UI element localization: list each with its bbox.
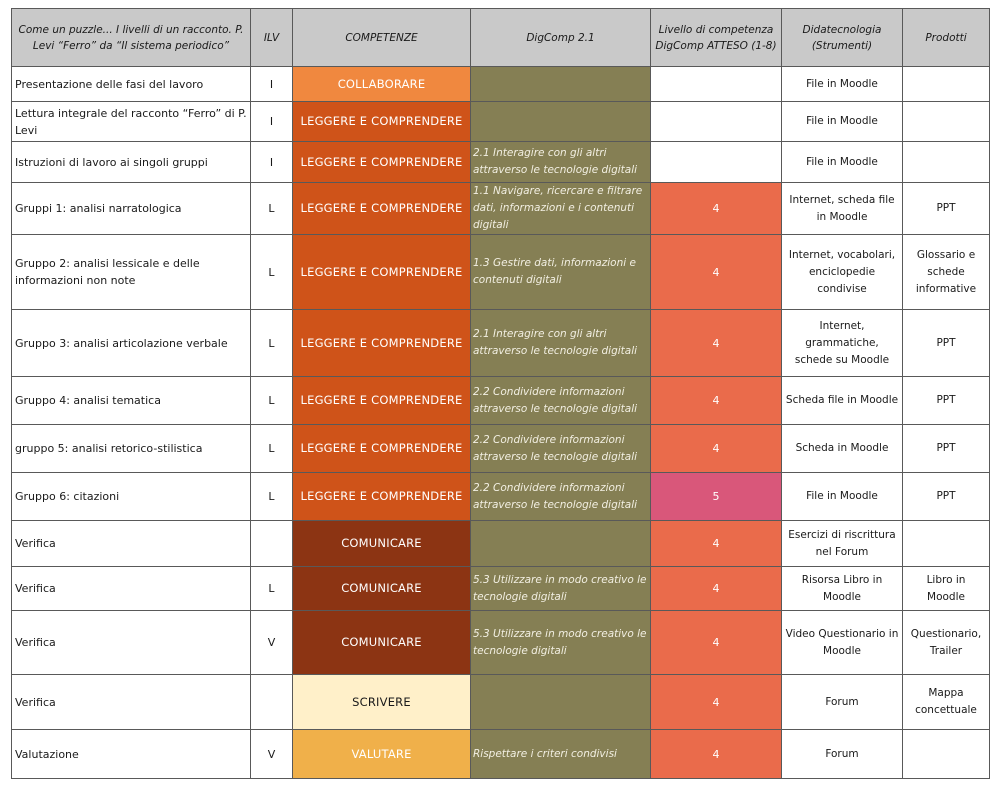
activity-cell: Verifica <box>12 567 251 611</box>
table-row <box>12 67 990 102</box>
digcomp-cell: 2.1 Interagire con gli altri attraverso le tecnologie digitali <box>471 142 651 183</box>
activity-cell: gruppo 5: analisi retorico-stilistica <box>12 425 251 473</box>
tool-cell: Forum <box>782 675 903 730</box>
level-cell: 4 <box>651 730 782 779</box>
ilv-cell: V <box>251 611 293 675</box>
competence-cell: SCRIVERE <box>293 675 471 730</box>
competence-cell: LEGGERE E COMPRENDERE <box>293 425 471 473</box>
digcomp-cell: Rispettare i criteri condivisi <box>471 730 651 779</box>
digcomp-cell <box>471 521 651 567</box>
digcomp-cell: 2.2 Condividere informazioni attraverso le tecnologie digitali <box>471 473 651 521</box>
digcomp-cell: 5.3 Utilizzare in modo creativo le tecnologie digitali <box>471 611 651 675</box>
tool-cell: File in Moodle <box>782 473 903 521</box>
table-row <box>12 567 990 611</box>
header-row <box>12 9 990 67</box>
ilv-cell: L <box>251 377 293 425</box>
table-row <box>12 377 990 425</box>
competence-cell: LEGGERE E COMPRENDERE <box>293 235 471 310</box>
tool-cell: File in Moodle <box>782 67 903 102</box>
header-didatecnologia: Didatecnologia (Strumenti) <box>782 9 903 67</box>
digcomp-cell: 2.1 Interagire con gli altri attraverso le tecnologie digitali <box>471 310 651 377</box>
header-prodotti: Prodotti <box>903 9 990 67</box>
header-competenze: COMPETENZE <box>293 9 471 67</box>
table-row <box>12 473 990 521</box>
ilv-cell <box>251 675 293 730</box>
digcomp-cell <box>471 675 651 730</box>
table-row <box>12 611 990 675</box>
header-description: Come un puzzle... I livelli di un racconto. P. Levi “Ferro” da “Il sistema periodico” <box>12 9 251 67</box>
activity-cell: Lettura integrale del racconto “Ferro” di P. Levi <box>12 102 251 142</box>
ilv-cell: V <box>251 730 293 779</box>
level-cell: 4 <box>651 425 782 473</box>
activity-cell: Gruppi 1: analisi narratologica <box>12 183 251 235</box>
ilv-cell: I <box>251 102 293 142</box>
level-cell: 4 <box>651 310 782 377</box>
table-row <box>12 310 990 377</box>
table-row <box>12 183 990 235</box>
competence-cell: LEGGERE E COMPRENDERE <box>293 377 471 425</box>
product-cell <box>903 67 990 102</box>
ilv-cell: L <box>251 183 293 235</box>
activity-cell: Presentazione delle fasi del lavoro <box>12 67 251 102</box>
tool-cell: Internet, scheda file in Moodle <box>782 183 903 235</box>
competence-cell: VALUTARE <box>293 730 471 779</box>
ilv-cell: L <box>251 310 293 377</box>
level-cell: 4 <box>651 567 782 611</box>
product-cell: PPT <box>903 377 990 425</box>
ilv-cell: I <box>251 67 293 102</box>
digcomp-cell: 1.3 Gestire dati, informazioni e contenuti digitali <box>471 235 651 310</box>
activity-cell: Gruppo 6: citazioni <box>12 473 251 521</box>
competence-cell: LEGGERE E COMPRENDERE <box>293 102 471 142</box>
activity-cell: Gruppo 4: analisi tematica <box>12 377 251 425</box>
table-row <box>12 425 990 473</box>
product-cell <box>903 142 990 183</box>
competence-cell: LEGGERE E COMPRENDERE <box>293 183 471 235</box>
tool-cell: Forum <box>782 730 903 779</box>
tool-cell: File in Moodle <box>782 102 903 142</box>
header-digcomp: DigComp 2.1 <box>471 9 651 67</box>
product-cell: Glossario e schede informative <box>903 235 990 310</box>
level-cell: 4 <box>651 377 782 425</box>
level-cell: 4 <box>651 235 782 310</box>
competence-cell: COMUNICARE <box>293 611 471 675</box>
level-cell <box>651 102 782 142</box>
activity-cell: Gruppo 2: analisi lessicale e delle informazioni non note <box>12 235 251 310</box>
table-row <box>12 102 990 142</box>
level-cell: 4 <box>651 183 782 235</box>
ilv-cell: L <box>251 473 293 521</box>
level-cell: 4 <box>651 521 782 567</box>
activity-cell: Verifica <box>12 611 251 675</box>
level-cell <box>651 67 782 102</box>
product-cell <box>903 521 990 567</box>
digcomp-cell <box>471 67 651 102</box>
product-cell: Libro in Moodle <box>903 567 990 611</box>
competence-cell: COMUNICARE <box>293 567 471 611</box>
table-row <box>12 142 990 183</box>
activity-cell: Istruzioni di lavoro ai singoli gruppi <box>12 142 251 183</box>
product-cell: PPT <box>903 473 990 521</box>
level-cell: 4 <box>651 611 782 675</box>
ilv-cell: L <box>251 567 293 611</box>
competence-cell: LEGGERE E COMPRENDERE <box>293 473 471 521</box>
tool-cell: Scheda file in Moodle <box>782 377 903 425</box>
product-cell: PPT <box>903 425 990 473</box>
product-cell: PPT <box>903 183 990 235</box>
table-row <box>12 730 990 779</box>
activity-cell: Gruppo 3: analisi articolazione verbale <box>12 310 251 377</box>
product-cell: PPT <box>903 310 990 377</box>
activity-cell: Verifica <box>12 675 251 730</box>
tool-cell: Scheda in Moodle <box>782 425 903 473</box>
digcomp-cell <box>471 102 651 142</box>
competence-cell: COLLABORARE <box>293 67 471 102</box>
ilv-cell: L <box>251 425 293 473</box>
competence-cell: LEGGERE E COMPRENDERE <box>293 310 471 377</box>
digcomp-cell: 2.2 Condividere informazioni attraverso le tecnologie digitali <box>471 425 651 473</box>
table-row <box>12 521 990 567</box>
header-livello: Livello di competenza DigComp ATTESO (1-8) <box>651 9 782 67</box>
competence-cell: COMUNICARE <box>293 521 471 567</box>
ilv-cell: L <box>251 235 293 310</box>
level-cell <box>651 142 782 183</box>
digcomp-cell: 1.1 Navigare, ricercare e filtrare dati, informazioni e i contenuti digitali <box>471 183 651 235</box>
digcomp-cell: 2.2 Condividere informazioni attraverso le tecnologie digitali <box>471 377 651 425</box>
ilv-cell <box>251 521 293 567</box>
activity-cell: Valutazione <box>12 730 251 779</box>
table-row <box>12 675 990 730</box>
header-ilv: ILV <box>251 9 293 67</box>
product-cell: Questionario, Trailer <box>903 611 990 675</box>
product-cell <box>903 730 990 779</box>
digcomp-cell: 5.3 Utilizzare in modo creativo le tecnologie digitali <box>471 567 651 611</box>
ilv-cell: I <box>251 142 293 183</box>
competence-cell: LEGGERE E COMPRENDERE <box>293 142 471 183</box>
level-cell: 4 <box>651 675 782 730</box>
table-row <box>12 235 990 310</box>
activity-cell: Verifica <box>12 521 251 567</box>
tool-cell: Internet, grammatiche, schede su Moodle <box>782 310 903 377</box>
product-cell <box>903 102 990 142</box>
tool-cell: Internet, vocabolari, enciclopedie condivise <box>782 235 903 310</box>
lesson-plan-table <box>11 8 990 779</box>
level-cell: 5 <box>651 473 782 521</box>
tool-cell: File in Moodle <box>782 142 903 183</box>
product-cell: Mappa concettuale <box>903 675 990 730</box>
tool-cell: Video Questionario in Moodle <box>782 611 903 675</box>
tool-cell: Esercizi di riscrittura nel Forum <box>782 521 903 567</box>
tool-cell: Risorsa Libro in Moodle <box>782 567 903 611</box>
